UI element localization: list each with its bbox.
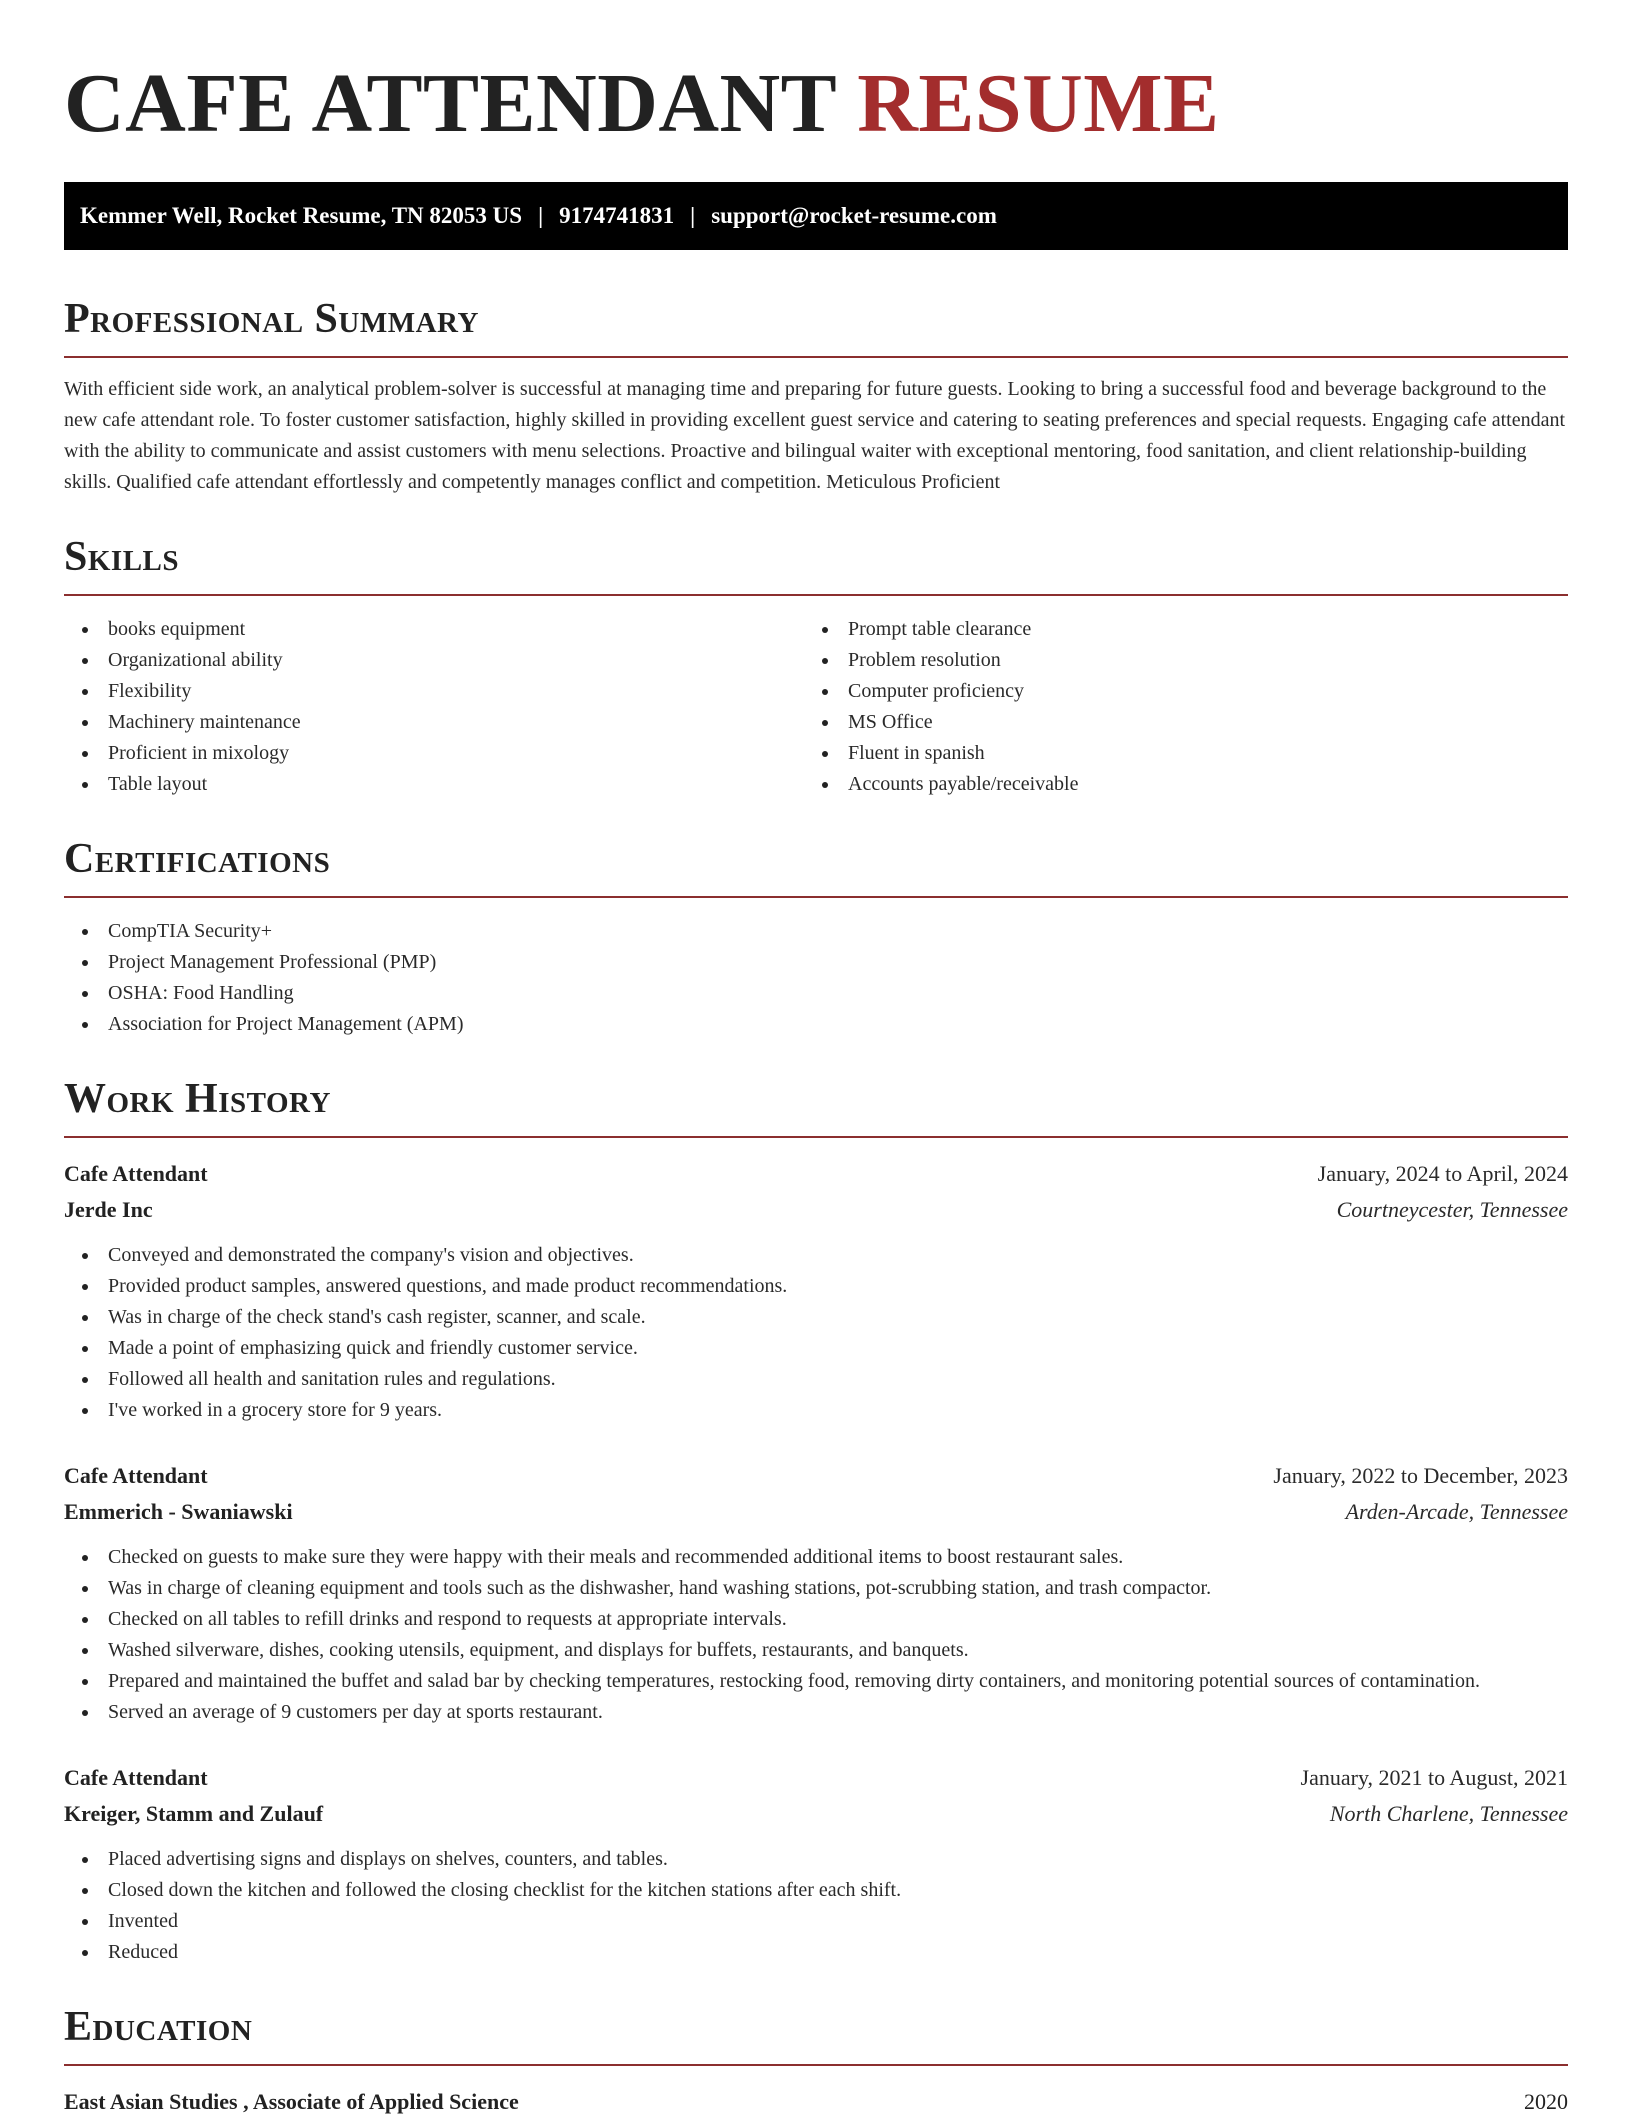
certification-item: Project Management Professional (PMP) [64,947,1568,978]
contact-email[interactable]: support@rocket-resume.com [711,203,997,228]
summary-text: With efficient side work, an analytical problem-solver is successful at managing time and preparing for future guests. Looking to bring a successful food and beverage background to the new cafe attendant role. To foster customer satisfaction, highly skilled in providing excellent guest service and catering to seating preferences and special requests. Engaging cafe attendant with the ability to communicate and assist customers with menu selections. Proactive and bilingual waiter with exceptional mentoring, food sanitation, and client relationship-building skills. Qualified cafe attendant effortlessly and competently manages conflict and competition. Meticulous Proficient [64,378,1566,493]
contact-address: Kemmer Well, Rocket Resume, TN 82053 US [80,203,523,228]
skills-grid [64,614,1568,800]
resume-title [64,58,1568,150]
skills-heading: Skills [64,532,1568,596]
skill-item: Computer proficiency [804,676,1544,707]
job-duty: Was in charge of cleaning equipment and tools such as the dishwasher, hand washing stations, pot-scrubbing station, and trash compactor. [64,1573,1568,1604]
job-duty: Served an average of 9 customers per day at sports restaurant. [64,1697,1568,1728]
skills-list-right [804,614,1544,800]
contact-phone[interactable]: 9174741831 [559,203,675,228]
job-company: Jerde Inc [64,1197,153,1222]
job-duties-list [64,1542,1568,1728]
job-title: Cafe Attendant [64,1463,208,1488]
job-dates: January, 2022 to December, 2023 [1273,1463,1568,1488]
job-duty: Washed silverware, dishes, cooking utensils, equipment, and displays for buffets, restaurants, and banquets. [64,1635,1568,1666]
skill-item: Machinery maintenance [64,707,804,738]
skill-item: Fluent in spanish [804,738,1544,769]
job-duties-list [64,1844,1568,1968]
job-entry [64,1156,1568,1426]
job-duty: Closed down the kitchen and followed the closing checklist for the kitchen stations after each shift. [64,1875,1568,1906]
certification-item: Association for Project Management (APM) [64,1009,1568,1040]
contact-separator: | [538,203,544,228]
education-heading: Education [64,2002,1568,2066]
title-main: CAFE ATTENDANT [64,57,836,150]
job-duty: Followed all health and sanitation rules and regulations. [64,1364,1568,1395]
job-duties-list [64,1240,1568,1426]
skill-item: Flexibility [64,676,804,707]
job-duty: Provided product samples, answered questions, and made product recommendations. [64,1271,1568,1302]
skill-item: Problem resolution [804,645,1544,676]
certifications-list [64,916,1568,1040]
education-section [64,2002,1568,2120]
skill-item: Proficient in mixology [64,738,804,769]
certification-item: CompTIA Security+ [64,916,1568,947]
job-duty: Prepared and maintained the buffet and salad bar by checking temperatures, restocking food, removing dirty containers, and monitoring potential sources of contamination. [64,1666,1568,1697]
education-year: 2020 [1524,2089,1568,2114]
job-title-row [64,1156,1568,1192]
job-location: Courtneycester, Tennessee [1336,1197,1568,1222]
job-duty: Checked on all tables to refill drinks and respond to requests at appropriate intervals. [64,1604,1568,1635]
job-location: North Charlene, Tennessee [1329,1801,1568,1826]
certifications-heading: Certifications [64,834,1568,898]
job-company-row [64,1796,1568,1832]
skill-item: books equipment [64,614,804,645]
title-accent: RESUME [857,57,1220,150]
job-title-row [64,1760,1568,1796]
job-location: Arden-Arcade, Tennessee [1345,1499,1568,1524]
education-entry [64,2084,1568,2120]
job-duty: Was in charge of the check stand's cash register, scanner, and scale. [64,1302,1568,1333]
skill-item: Organizational ability [64,645,804,676]
job-duty: Placed advertising signs and displays on shelves, counters, and tables. [64,1844,1568,1875]
skill-item: Prompt table clearance [804,614,1544,645]
job-company: Emmerich - Swaniawski [64,1499,293,1524]
job-duty: Invented [64,1906,1568,1937]
skill-item: Accounts payable/receivable [804,769,1544,800]
skills-section [64,532,1568,800]
summary-section [64,294,1568,498]
job-duty: Reduced [64,1937,1568,1968]
resume-page [64,0,1568,2120]
contact-separator: | [690,203,696,228]
certification-item: OSHA: Food Handling [64,978,1568,1009]
job-duty: Conveyed and demonstrated the company's vision and objectives. [64,1240,1568,1271]
contact-bar [64,182,1568,250]
job-title-row [64,1458,1568,1494]
job-dates: January, 2021 to August, 2021 [1300,1765,1568,1790]
job-dates: January, 2024 to April, 2024 [1317,1161,1568,1186]
skill-item: Table layout [64,769,804,800]
job-company-row [64,1494,1568,1530]
job-entry [64,1458,1568,1728]
job-title: Cafe Attendant [64,1161,208,1186]
skills-list-left [64,614,804,800]
job-duty: Made a point of emphasizing quick and friendly customer service. [64,1333,1568,1364]
job-title: Cafe Attendant [64,1765,208,1790]
education-degree: East Asian Studies , Associate of Applied Science [64,2089,519,2114]
summary-heading: Professional Summary [64,294,1568,358]
job-company-row [64,1192,1568,1228]
work-history-heading: Work History [64,1074,1568,1138]
job-entry [64,1760,1568,1968]
job-duty: I've worked in a grocery store for 9 years. [64,1395,1568,1426]
job-company: Kreiger, Stamm and Zulauf [64,1801,324,1826]
certifications-section [64,834,1568,1040]
skill-item: MS Office [804,707,1544,738]
job-duty: Checked on guests to make sure they were happy with their meals and recommended additional items to boost restaurant sales. [64,1542,1568,1573]
work-history-section [64,1074,1568,1968]
